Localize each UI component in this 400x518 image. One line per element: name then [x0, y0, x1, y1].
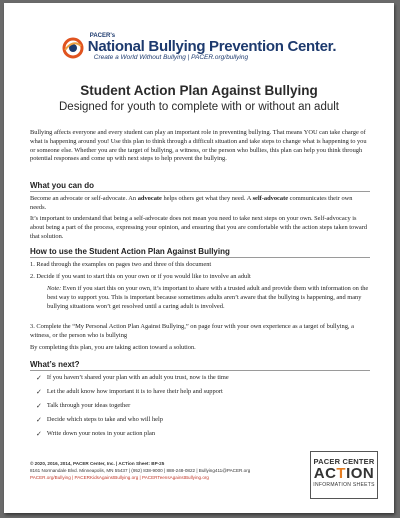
footer-links[interactable]: PACER.org/Bullying | PACERKidsAgainstBullying.org | PACERTeensAgainstBullying.org [30, 475, 209, 481]
check-icon: ✓ [36, 388, 42, 396]
step-2: 2. Decide if you want to start this on your own or if you would like to involve an adult [30, 273, 251, 280]
section-heading-what-you-can-do: What you can do [30, 181, 370, 192]
intro-paragraph: Bullying affects everyone and every student can play an important role in preventing bullying. That means YOU can take charge of what is happening around you! Use this plan to think through a difficult situation and take steps to change what is happening to you or someone else. Whether you are the target of bullying, a witness, or the person who bullies, this plan can help you think through potential responses and come up with next steps to help prevent the bullying. [30, 129, 367, 163]
brand-name: National Bullying Prevention Center. [87, 38, 337, 55]
closing-line: By completing this plan, you are taking action toward a solution. [30, 344, 196, 351]
checklist-item: ✓ If you haven’t shared your plan with an adult you trust, now is the time [36, 374, 229, 382]
brand-tagline: Create a World Without Bullying | PACER.org/bullying [93, 54, 249, 61]
section-heading-how-to-use: How to use the Student Action Plan Against Bullying [30, 247, 370, 258]
action-sheet-badge [310, 451, 378, 499]
step-1: 1. Read through the examples on pages two and three of this document [30, 261, 212, 268]
checklist-item: ✓ Let the adult know how important it is to have their help and support [36, 388, 223, 396]
check-icon: ✓ [36, 430, 42, 438]
self-advocacy-paragraph: It’s important to understand that being a self-advocate does not mean you need to take next steps on your own. Self-advocacy is about being a part of the process, expressing your opinion, and ensuring that you are comfortable with the action steps taken toward that solution. [30, 215, 368, 240]
footer-copyright: © 2020, 2016, 2014, PACER Center, Inc. | ACTion Sheet: BP-25 [30, 461, 165, 466]
advocate-paragraph: Become an advocate or self-advocate. An advocate helps others get what they need. A self-advocate communicates their own needs. [30, 195, 353, 211]
page-title: Student Action Plan Against Bullying [80, 83, 318, 98]
step-3: 3. Complete the “My Personal Action Plan Against Bullying,” on page four with your own experience as a target of bullying, a witness, or the person who is bullying [30, 323, 354, 339]
check-icon: ✓ [36, 374, 42, 382]
header [4, 33, 394, 62]
document-page [4, 3, 394, 513]
badge-bottom: INFORMATION SHEETS [313, 482, 375, 488]
brand-top: PACER's [89, 33, 116, 39]
pacer-swirl-icon [62, 37, 84, 59]
checklist-item: ✓ Decide which steps to take and who will help [36, 416, 163, 424]
brand-block [88, 33, 336, 62]
footer [30, 460, 290, 482]
badge-top: PACER CENTER [313, 457, 375, 466]
check-icon: ✓ [36, 402, 42, 410]
logo [4, 33, 394, 62]
badge-action-word: ACTION [313, 465, 375, 482]
section-heading-whats-next: What’s next? [30, 360, 370, 371]
page-subtitle: Designed for youth to complete with or without an adult [59, 101, 339, 113]
checklist-item: ✓ Write down your notes in your action plan [36, 430, 156, 438]
note-paragraph: Note: Even if you start this on your own, it’s important to share with a trusted adult and provide them with information on the best way to support you. This is important because sometimes adults aren’t aware that the bullying is happening, and many bullying situations won’t get resolved until a caring adult is involved. [47, 285, 369, 310]
checklist-item: ✓ Talk through your ideas together [36, 402, 131, 410]
check-icon: ✓ [36, 416, 42, 424]
footer-address: 8161 Normandale Blvd. Minneapolis, MN 55437 | (952) 838-9000 | 888-248-0822 | Bullying411@PACER.org [30, 468, 251, 474]
